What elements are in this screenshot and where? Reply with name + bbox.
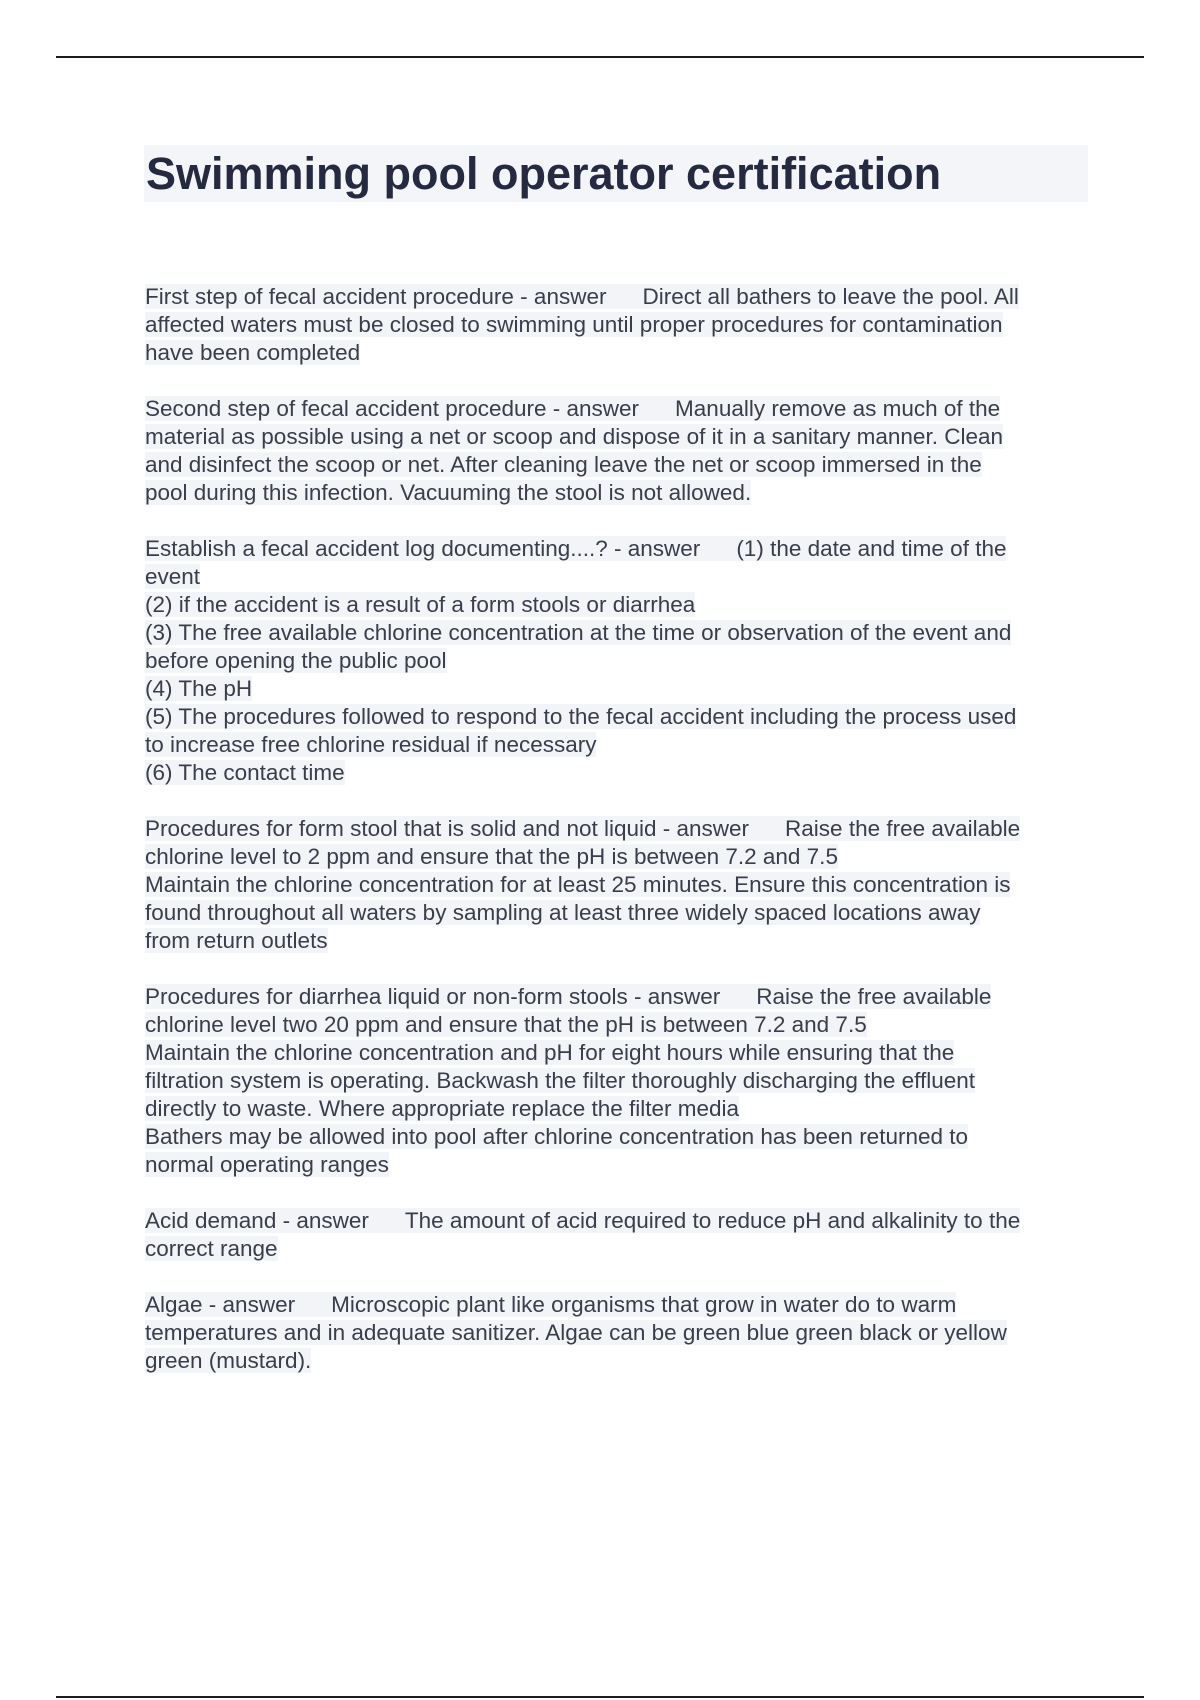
qa-answer-text: Maintain the chlorine concentration for at least 25 minutes. Ensure this concentration is: [145, 872, 1011, 897]
qa-question: Acid demand - answer: [145, 1208, 369, 1233]
qa-line: [145, 283, 1090, 311]
qa-line: [145, 815, 1090, 843]
qa-item: [145, 283, 1090, 367]
qa-line: [145, 591, 1090, 619]
qa-answer-text: material as possible using a net or scoop and dispose of it in a sanitary manner. Clean: [145, 424, 1003, 449]
qa-answer-text: filtration system is operating. Backwash the filter thoroughly discharging the effluent: [145, 1068, 976, 1093]
qa-line: [145, 871, 1090, 899]
qa-answer-text: temperatures and in adequate sanitizer. Algae can be green blue green black or yellow: [145, 1320, 1007, 1345]
qa-line: [145, 1123, 1090, 1151]
qa-answer-text: before opening the public pool: [145, 648, 447, 673]
qa-line: [145, 983, 1090, 1011]
qa-question-line: [145, 284, 1019, 309]
qa-answer-text: and disinfect the scoop or net. After cleaning leave the net or scoop immersed in the: [145, 452, 982, 477]
page-title: Swimming pool operator certification: [144, 145, 1088, 202]
qa-answer-text: (6) The contact time: [145, 760, 345, 785]
qa-line: [145, 1095, 1090, 1123]
qa-answer-text: chlorine level two 20 ppm and ensure that the pH is between 7.2 and 7.5: [145, 1012, 867, 1037]
qa-answer-text: found throughout all waters by sampling at least three widely spaced locations away: [145, 900, 981, 925]
qa-item: [145, 1291, 1090, 1375]
qa-answer-start: Manually remove as much of the: [675, 396, 1001, 421]
qa-question-line: [145, 1292, 956, 1317]
qa-question: Algae - answer: [145, 1292, 296, 1317]
qa-question-line: [145, 984, 991, 1009]
qa-line: [145, 311, 1090, 339]
qa-line: [145, 759, 1090, 787]
qa-item: [145, 395, 1090, 507]
qa-line: [145, 1151, 1090, 1179]
qa-answer-text: pool during this infection. Vacuuming the stool is not allowed.: [145, 480, 752, 505]
qa-question-line: [145, 536, 1006, 561]
qa-line: [145, 647, 1090, 675]
qa-line: [145, 1291, 1090, 1319]
qa-item: [145, 815, 1090, 955]
qa-answer-text: green (mustard).: [145, 1348, 312, 1373]
qa-question: Second step of fecal accident procedure - answer: [145, 396, 640, 421]
top-rule: [56, 56, 1144, 58]
qa-answer-start: Microscopic plant like organisms that grow in water do to warm: [331, 1292, 957, 1317]
qa-question: Procedures for diarrhea liquid or non-form stools - answer: [145, 984, 721, 1009]
qa-line: [145, 479, 1090, 507]
qa-item: [145, 983, 1090, 1179]
qa-item: [145, 1207, 1090, 1263]
qa-answer-start: Raise the free available: [785, 816, 1021, 841]
qa-answer-text: directly to waste. Where appropriate replace the filter media: [145, 1096, 740, 1121]
qa-line: [145, 731, 1090, 759]
qa-line: [145, 339, 1090, 367]
qa-line: [145, 1347, 1090, 1375]
qa-item: [145, 535, 1090, 787]
qa-answer-text: correct range: [145, 1236, 278, 1261]
qa-line: [145, 1319, 1090, 1347]
qa-question: First step of fecal accident procedure - answer: [145, 284, 607, 309]
qa-question-line: [145, 396, 1000, 421]
qa-line: [145, 619, 1090, 647]
qa-list: [145, 283, 1090, 1403]
qa-line: [145, 1207, 1090, 1235]
qa-line: [145, 899, 1090, 927]
qa-line: [145, 423, 1090, 451]
qa-answer-text: (3) The free available chlorine concentration at the time or observation of the event and: [145, 620, 1012, 645]
qa-line: [145, 451, 1090, 479]
qa-answer-text: affected waters must be closed to swimming until proper procedures for contamination: [145, 312, 1003, 337]
qa-line: [145, 1039, 1090, 1067]
qa-answer-text: (5) The procedures followed to respond to the fecal accident including the process used: [145, 704, 1017, 729]
qa-line: [145, 1067, 1090, 1095]
qa-line: [145, 535, 1090, 563]
qa-answer-text: (4) The pH: [145, 676, 253, 701]
qa-question: Procedures for form stool that is solid and not liquid - answer: [145, 816, 750, 841]
qa-line: [145, 843, 1090, 871]
qa-answer-start: The amount of acid required to reduce pH and alkalinity to the: [404, 1208, 1021, 1233]
qa-answer-text: event: [145, 564, 201, 589]
qa-question-line: [145, 1208, 1020, 1233]
qa-line: [145, 563, 1090, 591]
qa-line: [145, 927, 1090, 955]
qa-answer-start: Direct all bathers to leave the pool. All: [642, 284, 1019, 309]
bottom-rule: [56, 1696, 1144, 1698]
qa-answer-text: (2) if the accident is a result of a form stools or diarrhea: [145, 592, 696, 617]
qa-question-line: [145, 816, 1020, 841]
qa-line: [145, 395, 1090, 423]
qa-line: [145, 1011, 1090, 1039]
qa-line: [145, 675, 1090, 703]
qa-answer-text: from return outlets: [145, 928, 328, 953]
qa-line: [145, 1235, 1090, 1263]
qa-answer-text: have been completed: [145, 340, 361, 365]
qa-answer-text: to increase free chlorine residual if necessary: [145, 732, 597, 757]
qa-answer-text: Bathers may be allowed into pool after chlorine concentration has been returned to: [145, 1124, 969, 1149]
qa-answer-start: (1) the date and time of the: [736, 536, 1007, 561]
qa-answer-text: chlorine level to 2 ppm and ensure that the pH is between 7.2 and 7.5: [145, 844, 838, 869]
qa-question: Establish a fecal accident log documenting....? - answer: [145, 536, 701, 561]
qa-answer-start: Raise the free available: [756, 984, 992, 1009]
qa-answer-text: normal operating ranges: [145, 1152, 389, 1177]
qa-answer-text: Maintain the chlorine concentration and pH for eight hours while ensuring that the: [145, 1040, 955, 1065]
qa-line: [145, 703, 1090, 731]
